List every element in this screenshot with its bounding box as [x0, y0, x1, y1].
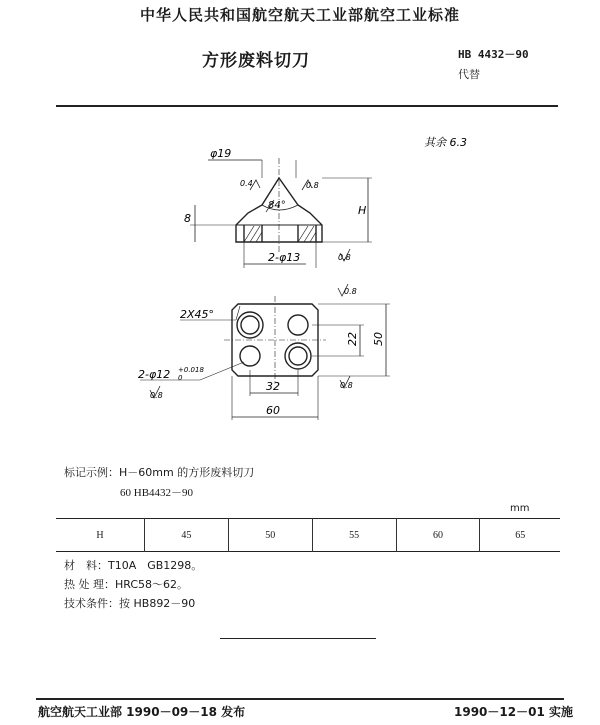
roughness-08-top: 0.8	[344, 287, 357, 296]
table-cell: 50	[228, 519, 312, 552]
dim-50: 50	[372, 332, 385, 346]
marking-example-designation: 60 HB4432－90	[120, 487, 194, 499]
document-title: 方形废料切刀	[202, 51, 310, 71]
dim-60: 60	[266, 404, 280, 417]
material-note: 材 料：T10A GB1298。	[64, 559, 203, 572]
issue-date: 航空航天工业部 1990－09－18 发布	[38, 705, 246, 719]
tol-phi12-lower: 0	[178, 374, 183, 382]
dim-phi19: φ19	[210, 147, 232, 160]
tech-conditions-note: 技术条件：按 HB892－90	[64, 597, 196, 610]
dim-2phi13: 2-φ13	[268, 251, 301, 264]
remaining-roughness: 其余 6.3	[424, 136, 467, 149]
table-cell: 60	[396, 519, 480, 552]
heat-treatment-note: 热 处 理：HRC58～62。	[64, 578, 189, 591]
roughness-04-left: 0.4	[240, 179, 253, 188]
standard-header: 中华人民共和国航空航天工业部航空工业标准	[139, 6, 460, 24]
table-cell: 65	[480, 519, 560, 552]
footer-rule	[36, 698, 564, 700]
effective-date: 1990－12－01 实施	[454, 705, 573, 719]
header-rule	[56, 105, 558, 107]
table-header-H: H	[96, 529, 104, 541]
dimension-table	[56, 518, 560, 552]
dim-angle: 84°	[268, 200, 286, 211]
top-view	[140, 284, 390, 420]
tol-phi12-upper: +0.018	[178, 366, 204, 374]
dim-32: 32	[266, 380, 280, 393]
roughness-08-bottom: 0.8	[338, 253, 351, 262]
end-rule	[220, 638, 376, 639]
dim-2x45: 2X45°	[180, 308, 215, 321]
dim-H: H	[358, 204, 367, 217]
notes	[64, 556, 202, 613]
table-cell: 45	[145, 519, 229, 552]
marking-example-label: 标记示例：H－60mm 的方形废料切刀	[64, 466, 255, 479]
table-cell: 55	[312, 519, 396, 552]
unit-label: mm	[510, 503, 530, 514]
dim-22: 22	[346, 332, 359, 346]
roughness-08-right2: 0.8	[340, 381, 353, 390]
replaces-label: 代替	[458, 68, 480, 81]
technical-drawing	[0, 110, 600, 430]
standard-number: HB 4432－90	[458, 48, 529, 61]
dim-8: 8	[184, 212, 191, 225]
dim-2phi12: 2-φ12	[138, 368, 171, 381]
roughness-08-left: 0.8	[150, 391, 163, 400]
roughness-08-right: 0.8	[306, 181, 319, 190]
